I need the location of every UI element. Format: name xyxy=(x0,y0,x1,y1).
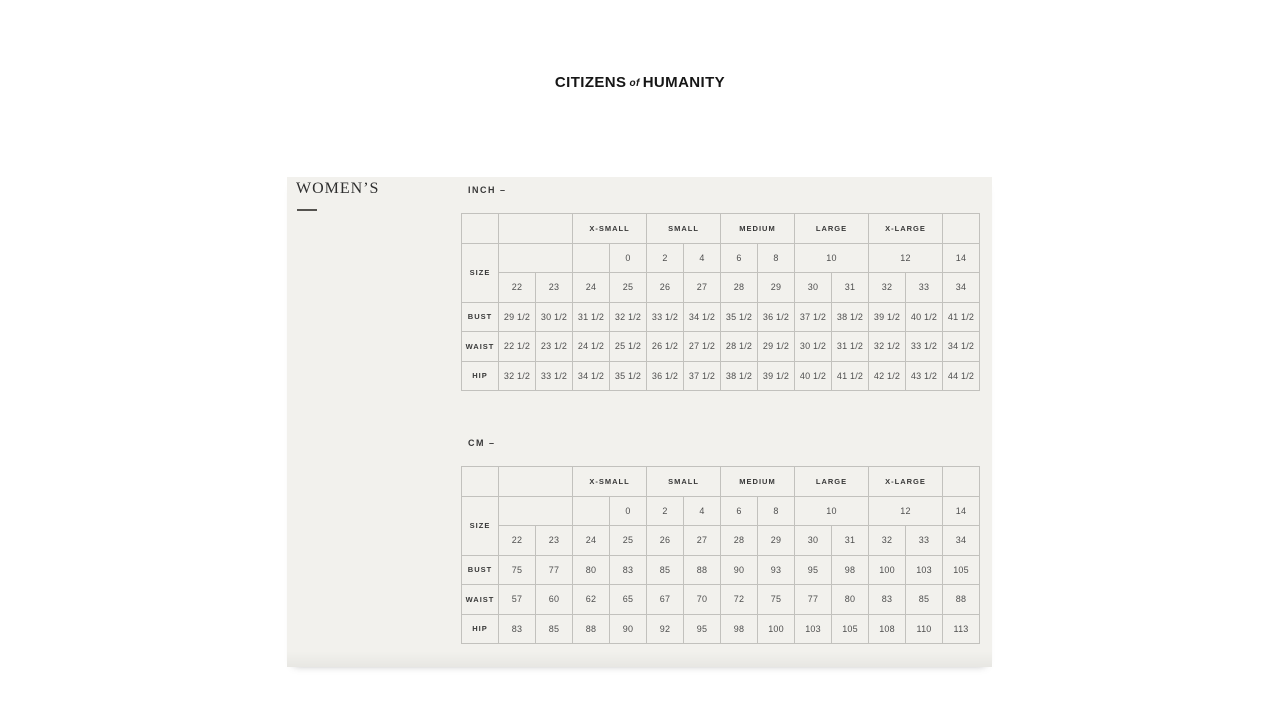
measure-value-cell: 62 xyxy=(573,585,610,615)
measure-value-cell: 80 xyxy=(573,555,610,585)
size-group-header: SMALL xyxy=(647,214,721,244)
size-row-label: SIZE xyxy=(462,243,499,302)
numeric-size-cell xyxy=(499,243,573,273)
measure-value-cell: 105 xyxy=(943,555,980,585)
measure-value-cell: 30 1/2 xyxy=(795,332,832,362)
measure-value-cell: 80 xyxy=(832,585,869,615)
denim-size-cell: 23 xyxy=(536,273,573,303)
measure-value-cell: 37 1/2 xyxy=(795,302,832,332)
measure-value-cell: 77 xyxy=(795,585,832,615)
measure-value-cell: 110 xyxy=(906,614,943,644)
denim-size-cell: 32 xyxy=(869,526,906,556)
numeric-size-cell xyxy=(499,496,573,526)
numeric-size-cell: 6 xyxy=(721,496,758,526)
measure-value-cell: 43 1/2 xyxy=(906,361,943,391)
measure-value-cell: 32 1/2 xyxy=(869,332,906,362)
brand-logo-right: HUMANITY xyxy=(642,74,726,91)
measure-label: WAIST xyxy=(462,585,499,615)
size-chart-panel xyxy=(287,177,992,667)
denim-size-cell: 26 xyxy=(647,526,684,556)
denim-size-cell: 25 xyxy=(610,273,647,303)
measure-value-cell: 34 1/2 xyxy=(943,332,980,362)
section-underline xyxy=(297,209,317,211)
numeric-size-cell: 6 xyxy=(721,243,758,273)
measure-value-cell: 103 xyxy=(906,555,943,585)
measure-value-cell: 98 xyxy=(721,614,758,644)
numeric-size-cell: 12 xyxy=(869,496,943,526)
measure-value-cell: 30 1/2 xyxy=(536,302,573,332)
measure-value-cell: 40 1/2 xyxy=(795,361,832,391)
measure-value-cell: 92 xyxy=(647,614,684,644)
measure-value-cell: 85 xyxy=(906,585,943,615)
denim-size-cell: 24 xyxy=(573,526,610,556)
measure-value-cell: 40 1/2 xyxy=(906,302,943,332)
measure-value-cell: 36 1/2 xyxy=(758,302,795,332)
size-table-block xyxy=(461,185,979,391)
denim-size-cell: 29 xyxy=(758,526,795,556)
measure-value-cell: 100 xyxy=(869,555,906,585)
size-group-header: MEDIUM xyxy=(721,214,795,244)
denim-size-cell: 34 xyxy=(943,273,980,303)
brand-logo-of: of xyxy=(629,78,640,89)
measure-value-cell: 60 xyxy=(536,585,573,615)
numeric-size-cell: 10 xyxy=(795,496,869,526)
denim-size-cell: 30 xyxy=(795,273,832,303)
denim-size-cell: 31 xyxy=(832,273,869,303)
measure-value-cell: 36 1/2 xyxy=(647,361,684,391)
size-group-header xyxy=(462,467,499,497)
measure-value-cell: 27 1/2 xyxy=(684,332,721,362)
numeric-size-cell: 0 xyxy=(610,243,647,273)
measure-value-cell: 23 1/2 xyxy=(536,332,573,362)
measure-value-cell: 34 1/2 xyxy=(573,361,610,391)
measure-value-cell: 25 1/2 xyxy=(610,332,647,362)
denim-size-cell: 22 xyxy=(499,273,536,303)
measure-value-cell: 31 1/2 xyxy=(573,302,610,332)
measure-value-cell: 93 xyxy=(758,555,795,585)
measure-value-cell: 31 1/2 xyxy=(832,332,869,362)
measure-value-cell: 32 1/2 xyxy=(499,361,536,391)
denim-size-cell: 32 xyxy=(869,273,906,303)
measure-value-cell: 39 1/2 xyxy=(869,302,906,332)
measure-value-cell: 67 xyxy=(647,585,684,615)
measure-value-cell: 41 1/2 xyxy=(943,302,980,332)
measure-value-cell: 75 xyxy=(758,585,795,615)
measure-value-cell: 29 1/2 xyxy=(499,302,536,332)
measure-value-cell: 22 1/2 xyxy=(499,332,536,362)
measure-value-cell: 39 1/2 xyxy=(758,361,795,391)
size-group-header xyxy=(943,467,980,497)
measure-value-cell: 100 xyxy=(758,614,795,644)
measure-label: HIP xyxy=(462,614,499,644)
numeric-size-cell: 4 xyxy=(684,496,721,526)
numeric-size-cell: 2 xyxy=(647,496,684,526)
unit-label: INCH – xyxy=(468,185,507,195)
measure-value-cell: 72 xyxy=(721,585,758,615)
numeric-size-cell: 14 xyxy=(943,243,980,273)
measure-value-cell: 65 xyxy=(610,585,647,615)
measure-value-cell: 83 xyxy=(869,585,906,615)
unit-label: CM – xyxy=(468,438,496,448)
measure-value-cell: 57 xyxy=(499,585,536,615)
numeric-size-cell: 12 xyxy=(869,243,943,273)
numeric-size-cell xyxy=(573,496,610,526)
measure-value-cell: 88 xyxy=(684,555,721,585)
denim-size-cell: 30 xyxy=(795,526,832,556)
measure-value-cell: 85 xyxy=(647,555,684,585)
denim-size-cell: 25 xyxy=(610,526,647,556)
denim-size-cell: 27 xyxy=(684,526,721,556)
measure-value-cell: 88 xyxy=(573,614,610,644)
size-group-header: X-SMALL xyxy=(573,467,647,497)
measure-value-cell: 95 xyxy=(795,555,832,585)
numeric-size-cell: 2 xyxy=(647,243,684,273)
size-group-header: X-LARGE xyxy=(869,214,943,244)
measure-value-cell: 34 1/2 xyxy=(684,302,721,332)
measure-value-cell: 75 xyxy=(499,555,536,585)
size-table xyxy=(461,466,980,644)
measure-value-cell: 83 xyxy=(610,555,647,585)
measure-value-cell: 41 1/2 xyxy=(832,361,869,391)
measure-label: BUST xyxy=(462,555,499,585)
measure-value-cell: 108 xyxy=(869,614,906,644)
denim-size-cell: 29 xyxy=(758,273,795,303)
measure-value-cell: 90 xyxy=(721,555,758,585)
denim-size-cell: 23 xyxy=(536,526,573,556)
denim-size-cell: 26 xyxy=(647,273,684,303)
measure-value-cell: 32 1/2 xyxy=(610,302,647,332)
size-row-label: SIZE xyxy=(462,496,499,555)
measure-value-cell: 26 1/2 xyxy=(647,332,684,362)
size-table xyxy=(461,213,980,391)
measure-value-cell: 38 1/2 xyxy=(721,361,758,391)
measure-value-cell: 37 1/2 xyxy=(684,361,721,391)
numeric-size-cell: 0 xyxy=(610,496,647,526)
numeric-size-cell: 10 xyxy=(795,243,869,273)
size-group-header: LARGE xyxy=(795,214,869,244)
measure-value-cell: 42 1/2 xyxy=(869,361,906,391)
measure-value-cell: 33 1/2 xyxy=(647,302,684,332)
size-table-block xyxy=(461,438,979,644)
measure-value-cell: 83 xyxy=(499,614,536,644)
denim-size-cell: 33 xyxy=(906,526,943,556)
brand-logo[interactable] xyxy=(0,74,1280,91)
measure-value-cell: 90 xyxy=(610,614,647,644)
measure-value-cell: 44 1/2 xyxy=(943,361,980,391)
numeric-size-cell: 8 xyxy=(758,243,795,273)
size-group-header xyxy=(462,214,499,244)
numeric-size-cell: 14 xyxy=(943,496,980,526)
measure-value-cell: 113 xyxy=(943,614,980,644)
measure-value-cell: 35 1/2 xyxy=(721,302,758,332)
denim-size-cell: 31 xyxy=(832,526,869,556)
size-group-header xyxy=(499,214,573,244)
denim-size-cell: 34 xyxy=(943,526,980,556)
measure-value-cell: 98 xyxy=(832,555,869,585)
denim-size-cell: 27 xyxy=(684,273,721,303)
measure-value-cell: 103 xyxy=(795,614,832,644)
size-group-header: MEDIUM xyxy=(721,467,795,497)
measure-value-cell: 35 1/2 xyxy=(610,361,647,391)
size-group-header: LARGE xyxy=(795,467,869,497)
numeric-size-cell xyxy=(573,243,610,273)
size-tables-container xyxy=(461,185,979,644)
size-group-header: SMALL xyxy=(647,467,721,497)
measure-value-cell: 85 xyxy=(536,614,573,644)
size-group-header: X-SMALL xyxy=(573,214,647,244)
denim-size-cell: 28 xyxy=(721,273,758,303)
denim-size-cell: 28 xyxy=(721,526,758,556)
measure-value-cell: 95 xyxy=(684,614,721,644)
measure-value-cell: 33 1/2 xyxy=(906,332,943,362)
measure-value-cell: 77 xyxy=(536,555,573,585)
section-title: WOMEN’S xyxy=(296,180,380,197)
numeric-size-cell: 4 xyxy=(684,243,721,273)
measure-label: BUST xyxy=(462,302,499,332)
measure-value-cell: 29 1/2 xyxy=(758,332,795,362)
size-group-header xyxy=(499,467,573,497)
measure-value-cell: 33 1/2 xyxy=(536,361,573,391)
measure-value-cell: 38 1/2 xyxy=(832,302,869,332)
measure-label: WAIST xyxy=(462,332,499,362)
size-group-header xyxy=(943,214,980,244)
measure-label: HIP xyxy=(462,361,499,391)
measure-value-cell: 28 1/2 xyxy=(721,332,758,362)
measure-value-cell: 105 xyxy=(832,614,869,644)
brand-logo-left: CITIZENS xyxy=(554,74,627,91)
measure-value-cell: 88 xyxy=(943,585,980,615)
numeric-size-cell: 8 xyxy=(758,496,795,526)
measure-value-cell: 70 xyxy=(684,585,721,615)
measure-value-cell: 24 1/2 xyxy=(573,332,610,362)
denim-size-cell: 22 xyxy=(499,526,536,556)
denim-size-cell: 24 xyxy=(573,273,610,303)
denim-size-cell: 33 xyxy=(906,273,943,303)
size-group-header: X-LARGE xyxy=(869,467,943,497)
